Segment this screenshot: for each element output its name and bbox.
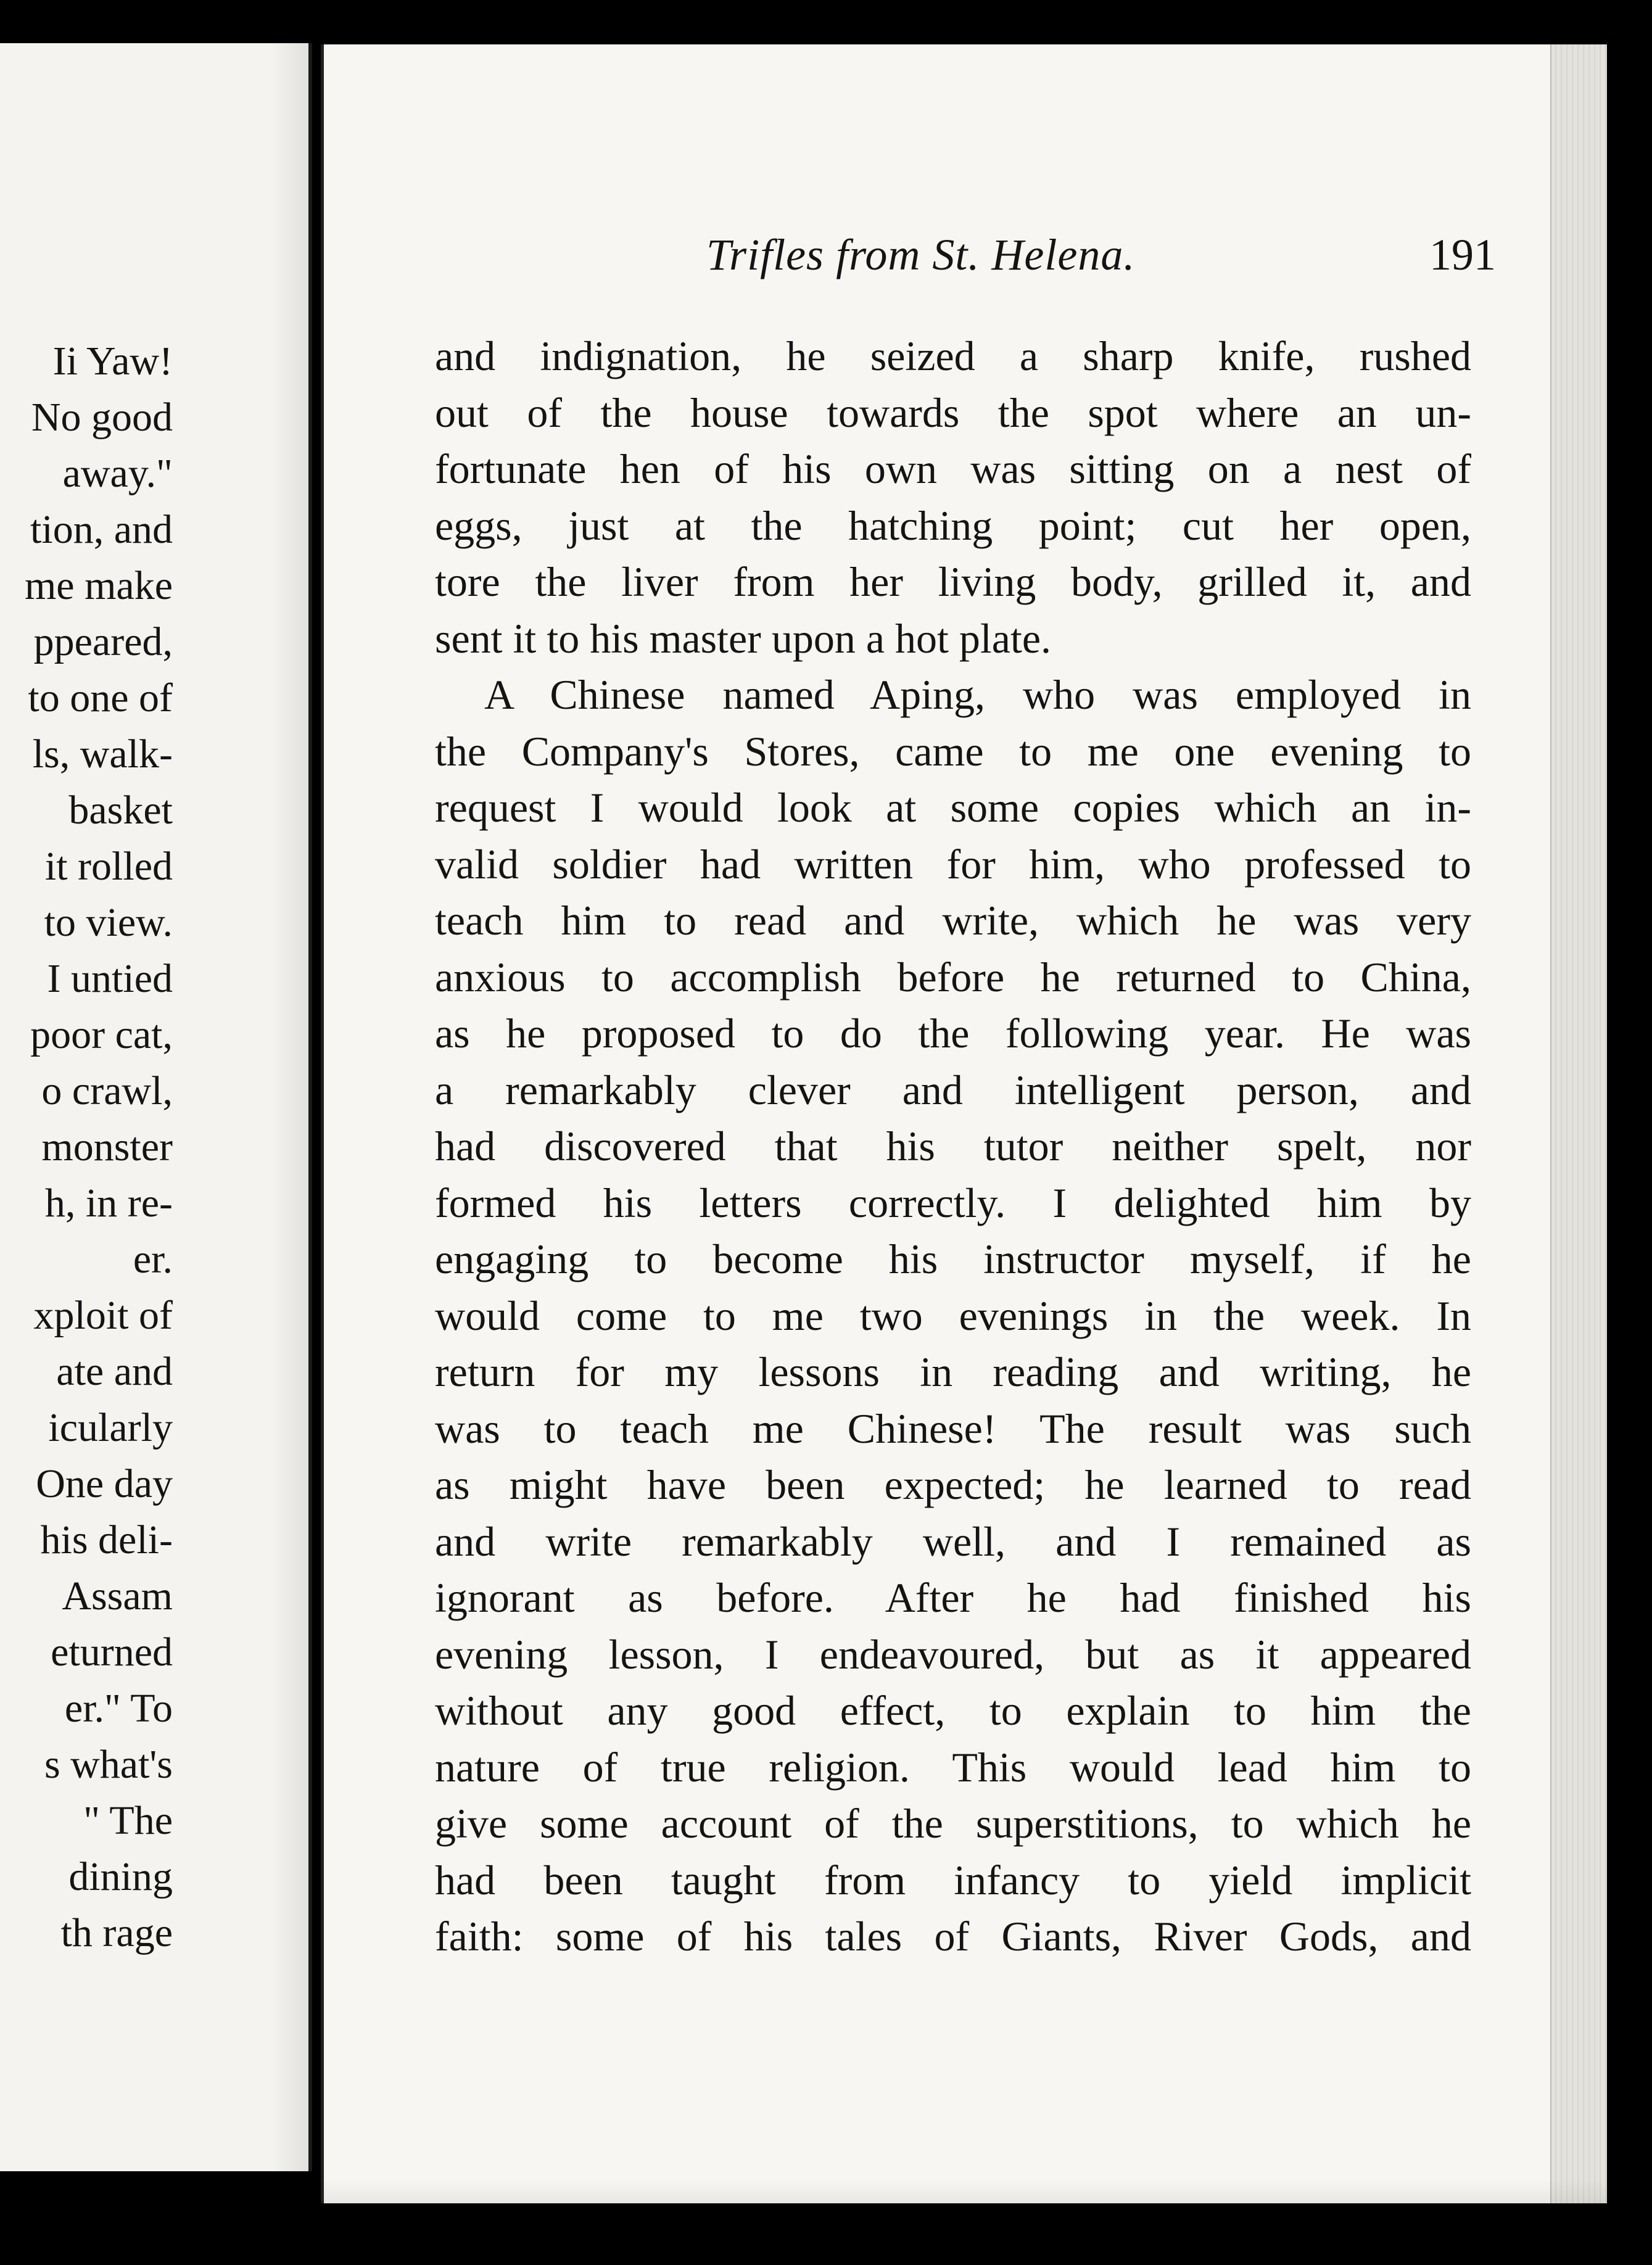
text-line: " The (83, 1798, 173, 1843)
text-line: formed his letters correctly. I delighted him by (435, 1179, 1471, 1226)
text-line: er." To (64, 1686, 173, 1731)
text-line: er. (133, 1237, 173, 1282)
text-line: to view. (44, 900, 173, 945)
body-text (435, 328, 1471, 1965)
text-line: h, in re- (44, 1181, 173, 1226)
text-line: without any good effect, to explain to him the (435, 1687, 1471, 1734)
text-line: his deli- (40, 1517, 173, 1562)
text-line: me make (24, 563, 173, 608)
text-line: ppeared, (33, 619, 173, 664)
text-line: ls, walk- (32, 732, 173, 777)
text-line: was to teach me Chinese! The result was such (435, 1405, 1471, 1452)
page-edge (1550, 44, 1607, 2203)
text-line: the Company's Stores, came to me one evening to (435, 727, 1471, 775)
text-line: evening lesson, I endeavoured, but as it appeared (435, 1630, 1471, 1678)
text-line: poor cat, (30, 1012, 173, 1057)
text-line: tore the liver from her living body, grilled it, and (435, 558, 1471, 605)
text-line: ate and (56, 1349, 173, 1394)
text-line: Ii Yaw! (52, 339, 173, 384)
text-line: th rage (60, 1910, 173, 1955)
text-line: One day (36, 1461, 173, 1506)
gutter-shadow (271, 43, 308, 2171)
text-line: had been taught from infancy to yield implicit (435, 1856, 1471, 1904)
text-line: xploit of (33, 1293, 173, 1338)
text-line: return for my lessons in reading and writing, he (435, 1348, 1471, 1395)
right-page (321, 44, 1607, 2203)
text-line: as might have been expected; he learned to read (435, 1461, 1471, 1508)
text-line: monster (41, 1124, 173, 1170)
text-line: and write remarkably well, and I remained as (435, 1517, 1471, 1565)
paragraph-start-line: A Chinese named Aping, who was employed in (484, 671, 1471, 718)
text-line: teach him to read and write, which he was very (435, 897, 1471, 944)
running-head-title: Trifles from St. Helena. (706, 230, 1136, 279)
text-line: give some account of the superstitions, to which he (435, 1800, 1471, 1847)
text-line: request I would look at some copies which an in- (435, 784, 1471, 831)
text-line: tion, and (30, 507, 173, 552)
text-line: as he proposed to do the following year. He was (435, 1010, 1471, 1057)
text-line: faith: some of his tales of Giants, River Gods, and (435, 1913, 1471, 1960)
text-line: and indignation, he seized a sharp knife, rushed (435, 332, 1471, 379)
text-line: eggs, just at the hatching point; cut her open, (435, 501, 1471, 549)
text-line: it rolled (44, 844, 173, 889)
text-line: valid soldier had written for him, who professed to (435, 840, 1471, 888)
text-line: dining (68, 1854, 173, 1899)
text-line: had discovered that his tutor neither spelt, nor (435, 1123, 1471, 1170)
paragraph-end-line: sent it to his master upon a hot plate. (435, 614, 1052, 662)
text-line: would come to me two evenings in the week. In (435, 1292, 1471, 1339)
text-line: fortunate hen of his own was sitting on a nest of (435, 445, 1471, 492)
text-line: No good (31, 395, 173, 440)
text-line: away." (62, 451, 173, 496)
text-line: to one of (28, 675, 173, 720)
bottom-shade (324, 2179, 1607, 2203)
left-page (0, 43, 312, 2171)
text-line: ignorant as before. After he had finished his (435, 1574, 1471, 1621)
text-line: anxious to accomplish before he returned to China, (435, 953, 1471, 1000)
text-line: engaging to become his instructor myself, if he (435, 1236, 1471, 1282)
page-number: 191 (1429, 230, 1496, 279)
text-line: o crawl, (41, 1068, 173, 1113)
text-line: s what's (44, 1742, 173, 1787)
running-head (706, 229, 1496, 297)
text-line: eturned (51, 1630, 173, 1675)
text-line: basket (68, 788, 173, 833)
text-line: a remarkably clever and intelligent person, and (435, 1066, 1471, 1113)
text-line: nature of true religion. This would lead him to (435, 1743, 1471, 1791)
text-line: out of the house towards the spot where an un- (435, 389, 1471, 436)
text-line: I untied (47, 956, 173, 1001)
left-page-text (0, 333, 173, 1961)
text-line: icularly (48, 1405, 173, 1450)
text-line: Assam (62, 1574, 173, 1619)
